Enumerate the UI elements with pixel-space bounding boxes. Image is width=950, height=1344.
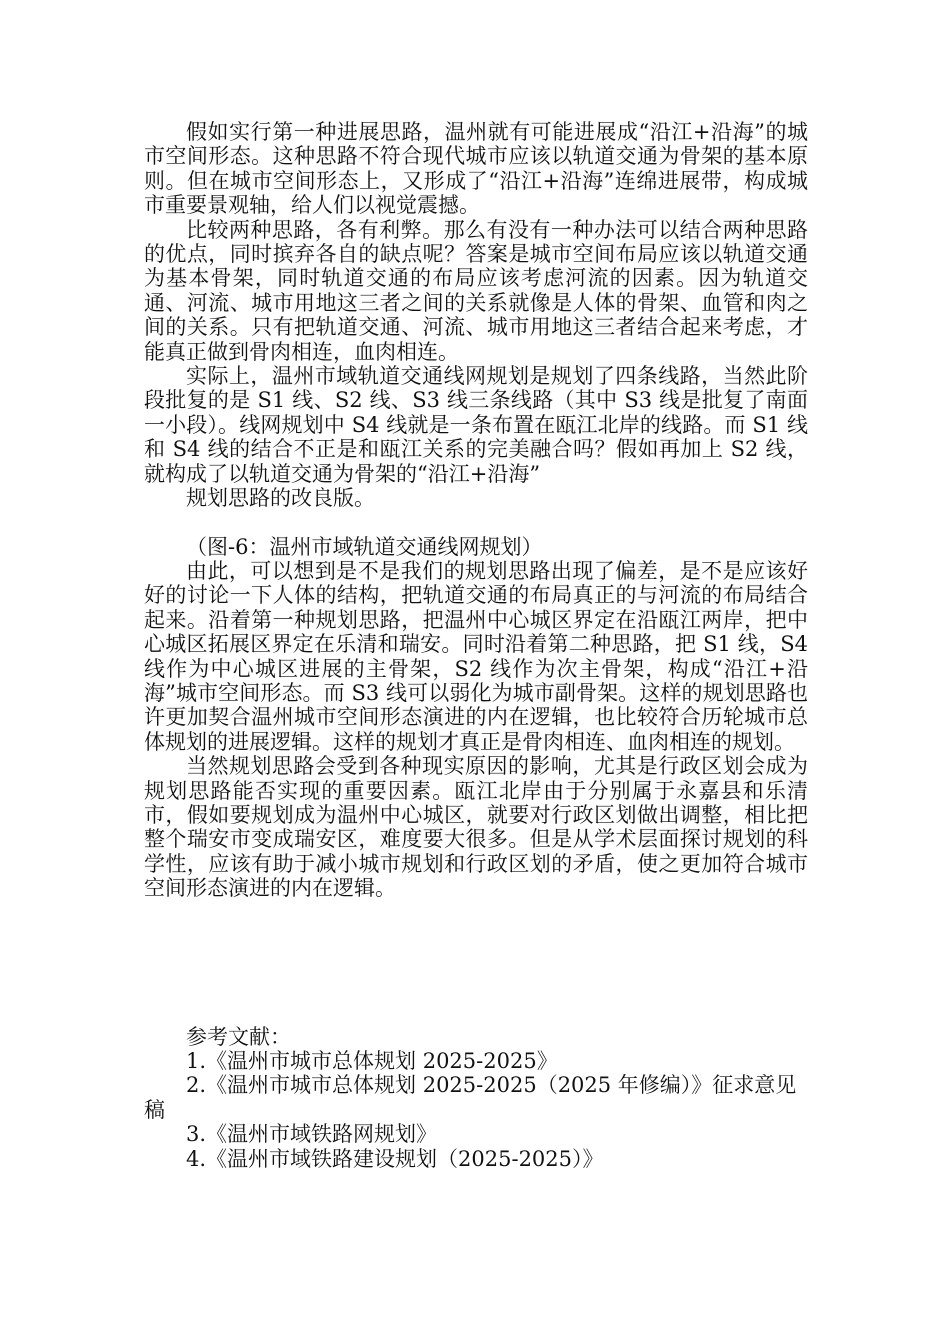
spacer	[144, 511, 808, 535]
spacer	[144, 901, 808, 1025]
body-paragraph: 由此，可以想到是不是我们的规划思路出现了偏差，是不是应该好好的讨论一下人体的结构，把轨道交通的布局真正的与河流的布局结合起来。沿着第一种规划思路，把温州中心城区界定在沿瓯江两岸，把中心城区拓展区界定在乐清和瑞安。同时沿着第二种思路，把 S1 线，S4 线作为中心城区进展的主骨架，S2 线作为次主骨架，构成“沿江+沿海”城市空间形态。而 S3 线可以弱化为城市副骨架。这样的规划思路也许更加契合温州城市空间形态演进的内在逻辑，也比较符合历轮城市总体规划的进展逻辑。这样的规划才真正是骨肉相连、血肉相连的规划。	[144, 558, 808, 754]
reference-item: 4.《温州市域铁路建设规划（2025-2025）》	[186, 1146, 604, 1171]
body-paragraph: 当然规划思路会受到各种现实原因的影响，尤其是行政区划会成为规划思路能否实现的重要因素。瓯江北岸由于分别属于永嘉县和乐清市，假如要规划成为温州中心城区，就要对行政区划做出调整，相比把整个瑞安市变成瑞安区，难度要大很多。但是从学术层面探讨规划的科学性，应该有助于减小城市规划和行政区划的矛盾，使之更加符合城市空间形态演进的内在逻辑。	[144, 754, 808, 901]
body-paragraph: 实际上，温州市域轨道交通线网规划是规划了四条线路，当然此阶段批复的是 S1 线、S2 线、S3 线三条线路（其中 S3 线是批复了南面一小段）。线网规划中 S4 线就是一条布置在瓯江北岸的线路。而 S1 线和 S4 线的结合不正是和瓯江关系的完美融合吗？假如再加上 S2 线，就构成了以轨道交通为骨架的“沿江+沿海”	[144, 364, 808, 486]
document-page	[144, 120, 808, 1171]
figure-caption: （图-6：温州市域轨道交通线网规划）	[186, 534, 543, 559]
body-paragraph: 假如实行第一种进展思路，温州就有可能进展成“沿江+沿海”的城市空间形态。这种思路不符合现代城市应该以轨道交通为骨架的基本原则。但在城市空间形态上，又形成了“沿江+沿海”连绵进展带，构成城市重要景观轴，给人们以视觉震撼。	[144, 120, 808, 218]
body-paragraph: 规划思路的改良版。	[186, 486, 375, 511]
reference-item: 1.《温州市城市总体规划 2025-2025》	[186, 1049, 558, 1073]
body-paragraph: 比较两种思路，各有利弊。那么有没有一种办法可以结合两种思路的优点，同时摈弃各自的缺点呢？答案是城市空间布局应该以轨道交通为基本骨架，同时轨道交通的布局应该考虑河流的因素。因为轨道交通、河流、城市用地这三者之间的关系就像是人体的骨架、血管和肉之间的关系。只有把轨道交通、河流、城市用地这三者结合起来考虑，才能真正做到骨肉相连，血肉相连。	[144, 217, 808, 364]
reference-item: 3.《温州市域铁路网规划》	[186, 1122, 438, 1147]
reference-item: 2.《温州市城市总体规划 2025-2025（2025 年修编）》征求意见稿	[144, 1073, 797, 1122]
references-title: 参考文献：	[186, 1024, 291, 1049]
